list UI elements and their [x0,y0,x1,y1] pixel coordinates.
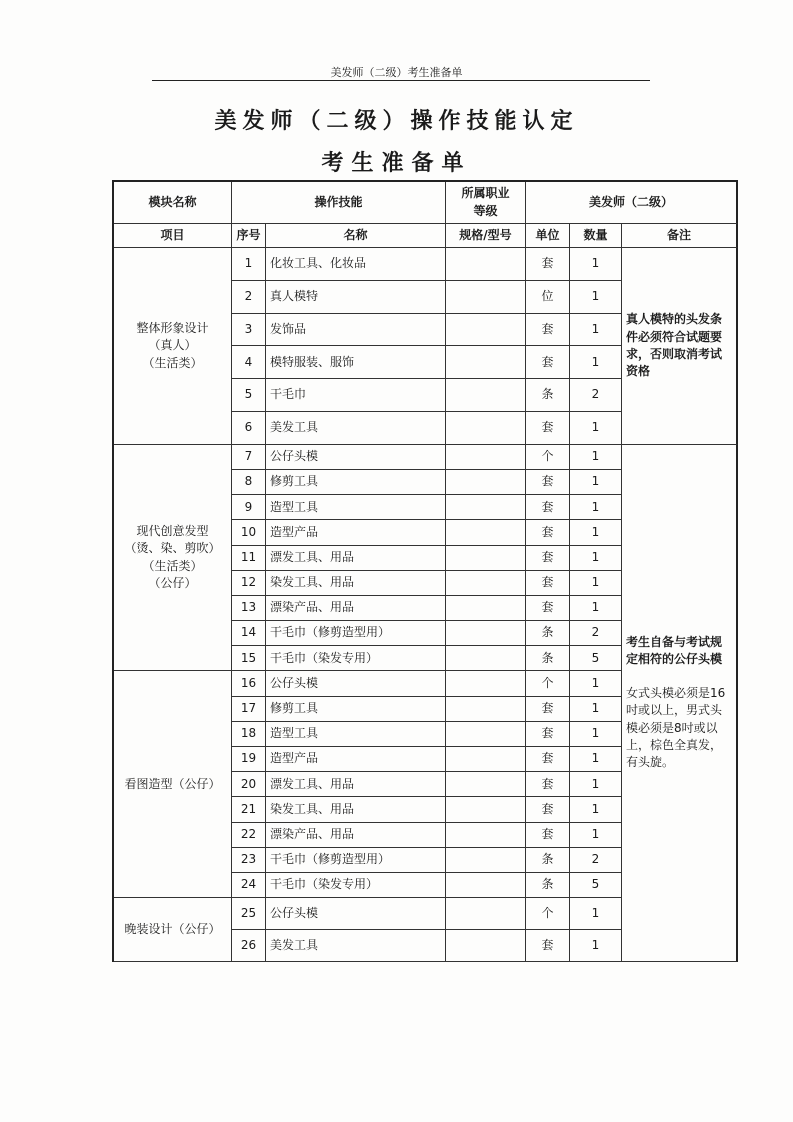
row-qty: 5 [570,646,622,671]
row-unit: 套 [526,797,570,822]
row-qty: 1 [570,470,622,495]
row-unit: 套 [526,571,570,596]
row-unit: 套 [526,346,570,379]
row-index: 7 [232,445,266,470]
row-name: 漂发工具、用品 [266,546,446,571]
row-index: 2 [232,281,266,314]
row-index: 26 [232,930,266,962]
module-line: 现代创意发型 [136,523,209,538]
remark-text-bold: 考生自备与考试规定相符的公仔头模 [626,635,723,667]
row-qty: 1 [570,596,622,621]
row-unit: 套 [526,772,570,797]
row-name: 真人模特 [266,281,446,314]
row-unit: 条 [526,848,570,873]
row-qty: 1 [570,823,622,848]
row-spec [446,346,526,379]
row-spec [446,772,526,797]
row-qty: 1 [570,520,622,545]
row-name: 干毛巾（染发专用） [266,646,446,671]
header-remark: 备注 [622,224,738,248]
row-spec [446,470,526,495]
row-unit: 套 [526,248,570,281]
row-name: 干毛巾（修剪造型用） [266,621,446,646]
row-index: 10 [232,520,266,545]
module-picture-styling [114,671,232,898]
module-whole-image-design [114,248,232,445]
row-unit: 套 [526,823,570,848]
row-unit: 套 [526,747,570,772]
header-spec: 规格/型号 [446,224,526,248]
row-name: 美发工具 [266,412,446,445]
row-index: 21 [232,797,266,822]
module-line: （生活类） [142,558,203,573]
row-index: 9 [232,495,266,520]
row-qty: 1 [570,314,622,347]
row-name: 造型工具 [266,495,446,520]
row-index: 19 [232,747,266,772]
row-index: 5 [232,379,266,412]
row-spec [446,445,526,470]
row-qty: 1 [570,346,622,379]
row-index: 25 [232,898,266,930]
remark-text: 真人模特的头发条件必须符合试题要求，否则取消考试资格 [626,312,723,379]
row-unit: 条 [526,646,570,671]
row-name: 造型工具 [266,722,446,747]
row-name: 干毛巾（染发专用） [266,873,446,898]
row-name: 漂发工具、用品 [266,772,446,797]
row-unit: 条 [526,873,570,898]
row-spec [446,621,526,646]
row-name: 修剪工具 [266,697,446,722]
header-qty: 数量 [570,224,622,248]
row-spec [446,797,526,822]
row-unit: 个 [526,898,570,930]
module-line: 看图造型（公仔） [124,776,221,791]
document-title: 美发师（二级）操作技能认定 [214,108,579,134]
module-evening-design [114,898,232,962]
remark-model-requirement [622,248,738,445]
module-line: 整体形象设计 [136,320,209,335]
row-qty: 1 [570,495,622,520]
row-qty: 1 [570,797,622,822]
row-spec [446,722,526,747]
row-unit: 套 [526,722,570,747]
row-spec [446,314,526,347]
remark-text-detail: 女式头模必须是16吋或以上，男式头模必须是8吋或以上，棕色全真发，有头旋。 [626,685,726,770]
row-name: 染发工具、用品 [266,797,446,822]
row-spec [446,571,526,596]
module-line: （公仔） [148,576,197,591]
row-unit: 条 [526,379,570,412]
row-spec [446,823,526,848]
running-header: 美发师（二级）考生准备单 [330,66,463,79]
row-unit: 套 [526,697,570,722]
row-unit: 套 [526,596,570,621]
row-name: 化妆工具、化妆品 [266,248,446,281]
row-qty: 1 [570,747,622,772]
row-qty: 1 [570,412,622,445]
row-index: 1 [232,248,266,281]
row-unit: 套 [526,412,570,445]
row-qty: 1 [570,722,622,747]
row-name: 造型产品 [266,520,446,545]
row-index: 11 [232,546,266,571]
row-spec [446,412,526,445]
row-unit: 套 [526,470,570,495]
row-spec [446,747,526,772]
row-qty: 1 [570,445,622,470]
row-name: 漂染产品、用品 [266,823,446,848]
row-spec [446,596,526,621]
row-unit: 套 [526,520,570,545]
module-line: 晚装设计（公仔） [124,921,221,936]
row-name: 染发工具、用品 [266,571,446,596]
preparation-table [112,180,738,962]
row-qty: 1 [570,772,622,797]
row-spec [446,930,526,962]
row-spec [446,281,526,314]
row-spec [446,379,526,412]
row-unit: 套 [526,546,570,571]
module-line: （生活类） [142,355,203,370]
document-subtitle: 考生准备单 [321,150,472,176]
row-name: 模特服装、服饰 [266,346,446,379]
row-name: 发饰品 [266,314,446,347]
row-spec [446,671,526,696]
row-qty: 2 [570,848,622,873]
module-creative-hairstyle [114,445,232,672]
row-index: 23 [232,848,266,873]
row-name: 美发工具 [266,930,446,962]
row-index: 16 [232,671,266,696]
header-unit: 单位 [526,224,570,248]
header-level: 所属职业等级 [446,182,526,224]
row-index: 17 [232,697,266,722]
row-qty: 1 [570,546,622,571]
row-qty: 5 [570,873,622,898]
row-qty: 1 [570,898,622,930]
header-project: 项目 [114,224,232,248]
remark-head-model [622,445,738,962]
row-qty: 1 [570,671,622,696]
row-unit: 个 [526,445,570,470]
row-spec [446,520,526,545]
row-spec [446,646,526,671]
header-module-name: 模块名称 [114,182,232,224]
row-index: 8 [232,470,266,495]
row-index: 20 [232,772,266,797]
row-index: 24 [232,873,266,898]
row-spec [446,495,526,520]
row-qty: 1 [570,571,622,596]
row-qty: 1 [570,248,622,281]
row-unit: 位 [526,281,570,314]
row-spec [446,898,526,930]
header-index: 序号 [232,224,266,248]
row-unit: 条 [526,621,570,646]
row-index: 4 [232,346,266,379]
row-qty: 2 [570,379,622,412]
row-name: 修剪工具 [266,470,446,495]
header-rule [152,80,650,81]
row-spec [446,848,526,873]
row-spec [446,697,526,722]
row-index: 18 [232,722,266,747]
row-unit: 套 [526,930,570,962]
row-name: 漂染产品、用品 [266,596,446,621]
row-name: 公仔头模 [266,671,446,696]
row-unit: 套 [526,314,570,347]
row-index: 14 [232,621,266,646]
row-qty: 2 [570,621,622,646]
row-index: 15 [232,646,266,671]
row-name: 干毛巾（修剪造型用） [266,848,446,873]
row-index: 13 [232,596,266,621]
row-unit: 个 [526,671,570,696]
row-name: 公仔头模 [266,445,446,470]
module-line: （真人） [148,338,197,353]
row-index: 12 [232,571,266,596]
row-name: 干毛巾 [266,379,446,412]
row-spec [446,873,526,898]
row-qty: 1 [570,281,622,314]
row-spec [446,546,526,571]
row-index: 6 [232,412,266,445]
header-name: 名称 [266,224,446,248]
row-name: 造型产品 [266,747,446,772]
header-level-value: 美发师（二级） [526,182,738,224]
module-line: （烫、染、剪吹） [124,541,221,556]
row-index: 22 [232,823,266,848]
row-qty: 1 [570,697,622,722]
row-name: 公仔头模 [266,898,446,930]
row-index: 3 [232,314,266,347]
row-unit: 套 [526,495,570,520]
header-operation-skill: 操作技能 [232,182,446,224]
row-qty: 1 [570,930,622,962]
row-spec [446,248,526,281]
